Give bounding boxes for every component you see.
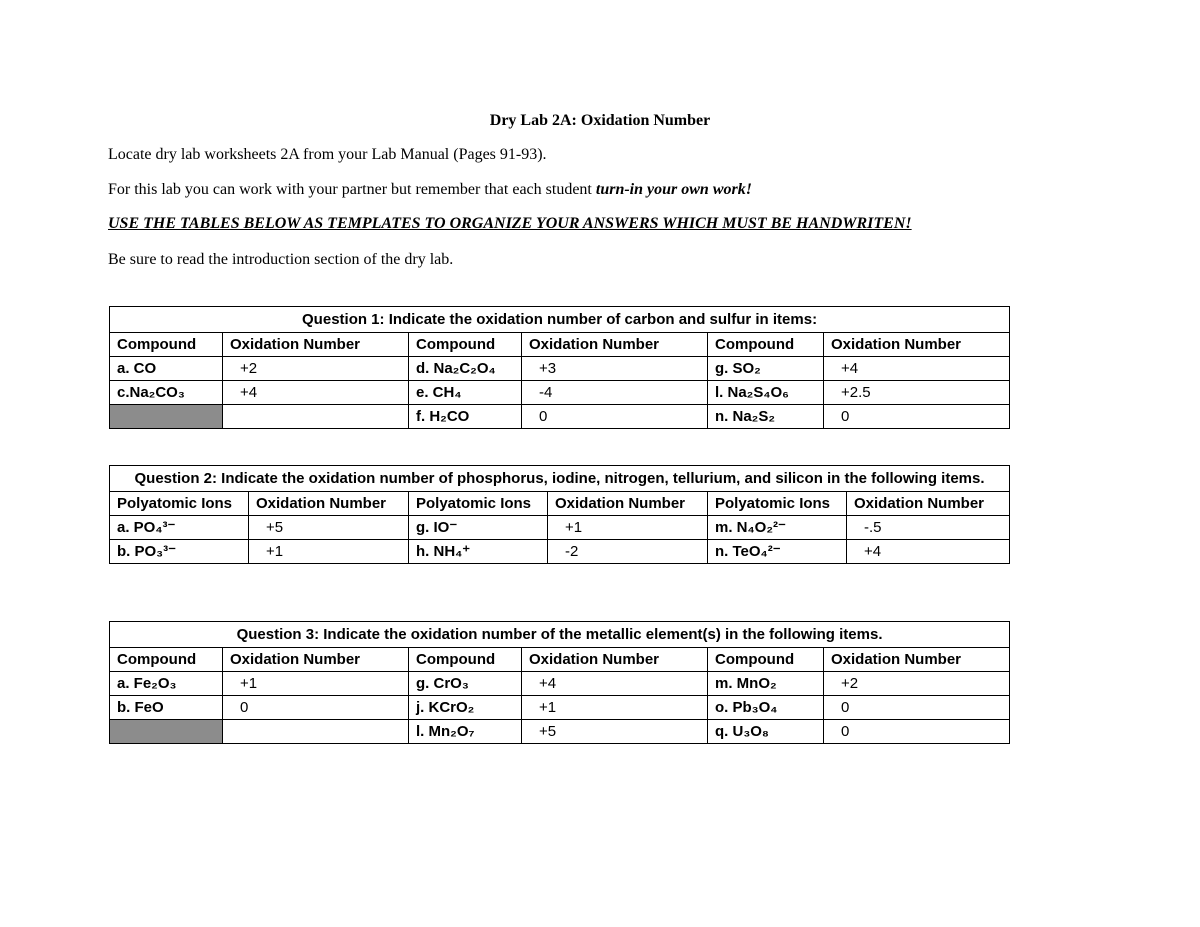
column-header: Polyatomic Ions	[110, 492, 249, 516]
shaded-empty-cell	[110, 405, 223, 429]
column-header: Polyatomic Ions	[708, 492, 847, 516]
shaded-empty-cell	[110, 720, 223, 744]
page-title: Dry Lab 2A: Oxidation Number	[489, 112, 711, 129]
oxidation-cell	[249, 516, 409, 540]
column-header: Oxidation Number	[223, 333, 409, 357]
column-header: Compound	[409, 648, 522, 672]
question-3-table	[109, 621, 1010, 744]
oxidation-cell	[522, 381, 708, 405]
column-header: Compound	[708, 648, 824, 672]
compound-cell: j. KCrO₂	[409, 696, 522, 720]
intro-line-2	[108, 181, 752, 199]
oxidation-cell	[548, 540, 708, 564]
table-row	[110, 540, 1010, 564]
oxidation-value: +1	[266, 543, 284, 560]
column-header: Oxidation Number	[522, 648, 708, 672]
question-1-table	[109, 306, 1010, 429]
compound-cell: a. Fe₂O₃	[110, 672, 223, 696]
oxidation-value: +2	[240, 360, 258, 377]
compound-cell: e. CH₄	[409, 381, 522, 405]
oxidation-cell	[824, 381, 1010, 405]
instructions-heading: USE THE TABLES BELOW AS TEMPLATES TO ORGANIZE YOUR ANSWERS WHICH MUST BE HANDWRITEN!	[108, 215, 912, 232]
intro-line-4: Be sure to read the introduction section of the dry lab.	[108, 251, 454, 268]
oxidation-value: 0	[841, 699, 850, 716]
oxidation-cell	[548, 516, 708, 540]
ion-cell: g. IO⁻	[409, 516, 548, 540]
column-header: Compound	[110, 333, 223, 357]
table-row	[110, 357, 1010, 381]
column-header: Compound	[409, 333, 522, 357]
column-header: Oxidation Number	[847, 492, 1010, 516]
compound-cell: b. FeO	[110, 696, 223, 720]
oxidation-value: +2	[841, 675, 859, 692]
empty-cell	[223, 720, 409, 744]
column-header: Oxidation Number	[548, 492, 708, 516]
oxidation-cell	[223, 696, 409, 720]
oxidation-cell	[522, 672, 708, 696]
empty-cell	[223, 405, 409, 429]
column-header: Oxidation Number	[824, 333, 1010, 357]
question-1-column-headers	[110, 333, 1010, 357]
oxidation-value: 0	[841, 408, 850, 425]
question-3-header: Question 3: Indicate the oxidation number of the metallic element(s) in the following items.	[110, 622, 1010, 648]
oxidation-value: +4	[539, 675, 557, 692]
oxidation-value: +2.5	[841, 384, 871, 401]
oxidation-value: +3	[539, 360, 557, 377]
oxidation-value: +1	[240, 675, 258, 692]
oxidation-value: 0	[240, 699, 249, 716]
column-header: Compound	[708, 333, 824, 357]
compound-cell: q. U₃O₈	[708, 720, 824, 744]
oxidation-value: +5	[266, 519, 284, 536]
oxidation-value: -2	[565, 543, 579, 560]
oxidation-cell	[824, 357, 1010, 381]
oxidation-cell	[824, 696, 1010, 720]
oxidation-cell	[223, 381, 409, 405]
column-header: Oxidation Number	[522, 333, 708, 357]
table-row	[110, 516, 1010, 540]
compound-cell: m. MnO₂	[708, 672, 824, 696]
oxidation-cell	[824, 405, 1010, 429]
compound-cell: g. SO₂	[708, 357, 824, 381]
oxidation-cell	[522, 357, 708, 381]
compound-cell: f. H₂CO	[409, 405, 522, 429]
compound-cell: g. CrO₃	[409, 672, 522, 696]
intro-emphasis: turn-in your own work!	[595, 181, 752, 198]
column-header: Oxidation Number	[223, 648, 409, 672]
oxidation-value: +4	[240, 384, 258, 401]
oxidation-value: 0	[539, 408, 548, 425]
column-header: Polyatomic Ions	[409, 492, 548, 516]
oxidation-cell	[249, 540, 409, 564]
question-2-header: Question 2: Indicate the oxidation number of phosphorus, iodine, nitrogen, tellurium, and silicon in the following items.	[110, 466, 1010, 492]
compound-cell: d. Na₂C₂O₄	[409, 357, 522, 381]
column-header: Oxidation Number	[824, 648, 1010, 672]
oxidation-cell	[847, 516, 1010, 540]
oxidation-cell	[824, 720, 1010, 744]
table-row	[110, 405, 1010, 429]
compound-cell: c.Na₂CO₃	[110, 381, 223, 405]
ion-cell: h. NH₄⁺	[409, 540, 548, 564]
intro-line-2-text: For this lab you can work with your partner but remember that each student	[108, 181, 596, 198]
question-2-column-headers	[110, 492, 1010, 516]
compound-cell: l. Na₂S₄O₆	[708, 381, 824, 405]
table-row	[110, 696, 1010, 720]
oxidation-value: +1	[539, 699, 557, 716]
oxidation-value: +1	[565, 519, 583, 536]
oxidation-cell	[824, 672, 1010, 696]
ion-cell: b. PO₃³⁻	[110, 540, 249, 564]
compound-cell: a. CO	[110, 357, 223, 381]
ion-cell: m. N₄O₂²⁻	[708, 516, 847, 540]
oxidation-cell	[223, 672, 409, 696]
oxidation-value: -4	[539, 384, 553, 401]
oxidation-value: +5	[539, 723, 557, 740]
ion-cell: n. TeO₄²⁻	[708, 540, 847, 564]
oxidation-value: 0	[841, 723, 850, 740]
column-header: Compound	[110, 648, 223, 672]
table-row	[110, 672, 1010, 696]
table-row	[110, 381, 1010, 405]
column-header: Oxidation Number	[249, 492, 409, 516]
oxidation-cell	[223, 357, 409, 381]
question-1-header: Question 1: Indicate the oxidation number of carbon and sulfur in items:	[110, 307, 1010, 333]
oxidation-cell	[847, 540, 1010, 564]
table-row	[110, 720, 1010, 744]
intro-line-1: Locate dry lab worksheets 2A from your Lab Manual (Pages 91-93).	[108, 146, 547, 163]
compound-cell: n. Na₂S₂	[708, 405, 824, 429]
question-3-column-headers	[110, 648, 1010, 672]
oxidation-cell	[522, 405, 708, 429]
oxidation-value: +4	[864, 543, 882, 560]
oxidation-value: -.5	[864, 519, 882, 536]
compound-cell: l. Mn₂O₇	[409, 720, 522, 744]
oxidation-cell	[522, 720, 708, 744]
oxidation-value: +4	[841, 360, 859, 377]
question-2-table	[109, 465, 1010, 564]
compound-cell: o. Pb₃O₄	[708, 696, 824, 720]
oxidation-cell	[522, 696, 708, 720]
ion-cell: a. PO₄³⁻	[110, 516, 249, 540]
